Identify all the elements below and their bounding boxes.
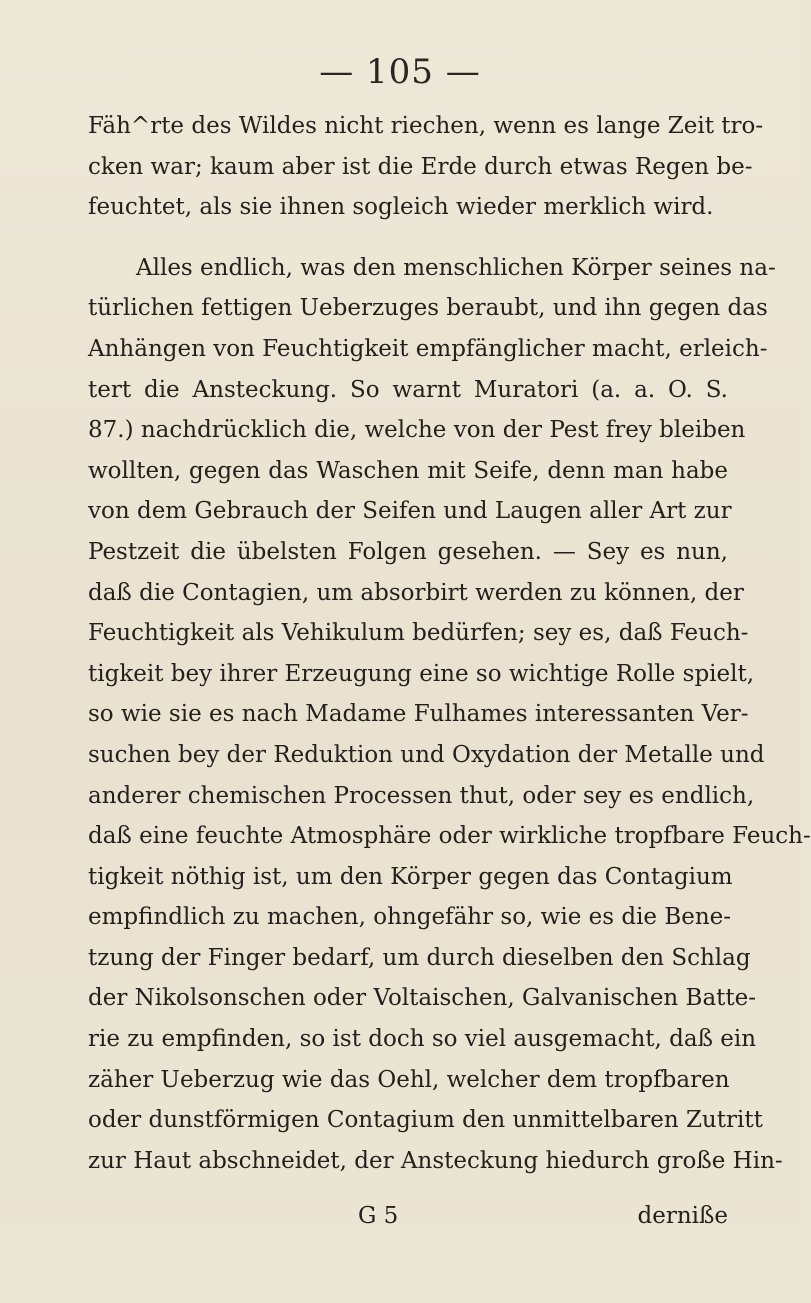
text-line: Feuchtigkeit als Vehikulum bedürfen; sey es, daß Feuch- [88, 620, 749, 647]
text-line: zur Haut abschneidet, der Ansteckung hiedurch große Hin- [88, 1147, 783, 1174]
paragraph-2 [88, 248, 811, 1182]
text-line: empfindlich zu machen, ohngefähr so, wie es die Bene- [88, 904, 732, 931]
text-line: der Nikolsonschen oder Voltaischen, Galvanischen Batte- [88, 985, 757, 1012]
text-line: anderer chemischen Processen thut, oder sey es endlich, [88, 782, 755, 809]
text-line: suchen bey der Reduktion und Oxydation der Metalle und [88, 741, 765, 768]
text-line: Anhängen von Feuchtigkeit empfänglicher macht, erleich- [88, 335, 768, 362]
text-line: daß eine feuchte Atmosphäre oder wirkliche tropfbare Feuch- [88, 823, 811, 850]
text-line: rie zu empfinden, so ist doch so viel ausgemacht, daß ein [88, 1026, 757, 1053]
text-line: wollten, gegen das Waschen mit Seife, denn man habe [88, 457, 728, 484]
body-text [88, 106, 811, 1181]
text-line: zäher Ueberzug wie das Oehl, welcher dem tropfbaren [88, 1066, 730, 1093]
text-line: cken war; kaum aber ist die Erde durch etwas Regen be- [88, 153, 753, 180]
text-line: Pestzeit die übelsten Folgen gesehen. — Sey es nun, [88, 538, 728, 565]
text-line: Alles endlich, was den menschlichen Körper seines na- [136, 254, 776, 281]
paragraph-1 [88, 106, 764, 228]
text-line: daß die Contagien, um absorbirt werden zu können, der [88, 579, 744, 606]
signature-mark: G 5 [358, 1203, 399, 1229]
page-number: — 105 — [319, 52, 481, 92]
text-line: oder dunstförmigen Contagium den unmittelbaren Zutritt [88, 1107, 763, 1134]
text-line: 87.) nachdrücklich die, welche von der Pest frey bleiben [88, 417, 746, 444]
text-line: feuchtet, als sie ihnen sogleich wieder merklich wird. [88, 194, 714, 221]
catchword: derniße [637, 1203, 728, 1229]
text-line: tigkeit nöthig ist, um den Körper gegen das Contagium [88, 863, 733, 890]
text-line: von dem Gebrauch der Seifen und Laugen aller Art zur [88, 498, 732, 525]
text-line: tigkeit bey ihrer Erzeugung eine so wichtige Rolle spielt, [88, 660, 755, 687]
text-line: Fäh^rte des Wildes nicht riechen, wenn es lange Zeit tro- [88, 113, 764, 139]
text-line: tzung der Finger bedarf, um durch dieselben den Schlag [88, 944, 751, 971]
text-line: so wie sie es nach Madame Fulhames interessanten Ver- [88, 701, 749, 728]
text-line: türlichen fettigen Ueberzuges beraubt, und ihn gegen das [88, 295, 768, 322]
page-footer [88, 1203, 728, 1243]
text-line: tert die Ansteckung. So warnt Muratori (a. a. O. S. [88, 376, 728, 403]
